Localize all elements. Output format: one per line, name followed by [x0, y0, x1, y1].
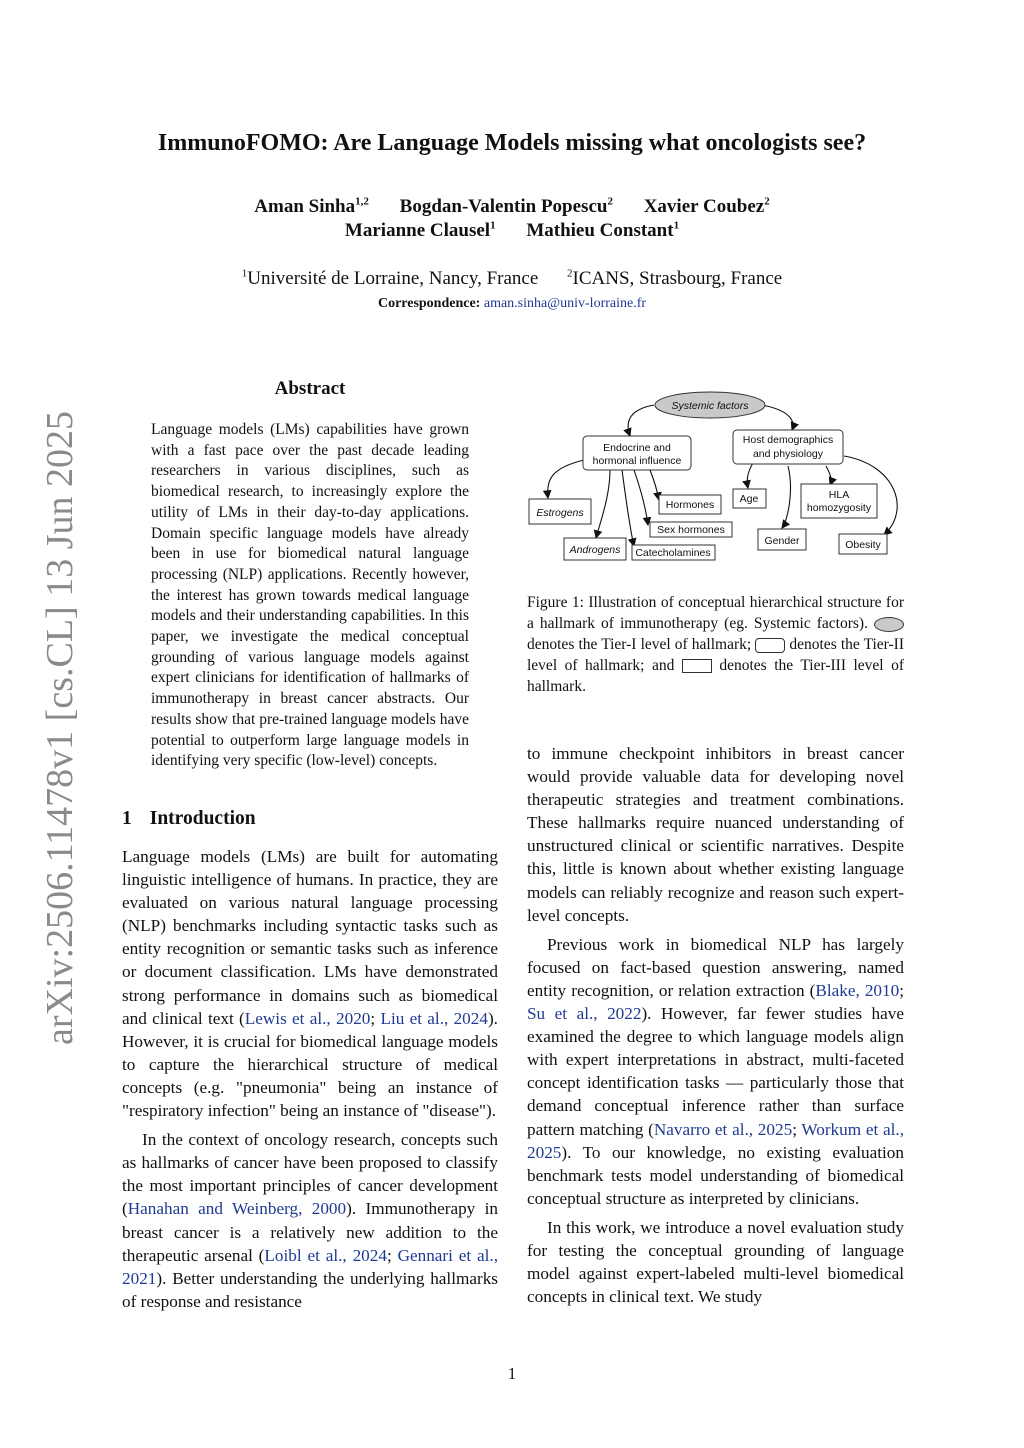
citation-link[interactable]: Loibl et al., 2024 — [264, 1245, 387, 1265]
author: Bogdan-Valentin Popescu$^2$ — [399, 196, 613, 218]
citation-link[interactable]: Gennari et al., 2021 — [122, 1245, 499, 1288]
node-androgens — [564, 538, 626, 560]
node-estrogens — [529, 499, 591, 524]
section-number: 1 — [122, 808, 132, 829]
node-label: Sex hormones — [657, 524, 725, 536]
edge-endocrine-androgens — [596, 470, 610, 538]
node-label: Host demographics — [742, 434, 834, 446]
author: Marianne Clausel$^1$ — [344, 220, 496, 242]
citation-link[interactable]: Navarro et al., 2025 — [653, 1119, 793, 1139]
tier-3-rectangle-icon — [682, 659, 712, 673]
edge-host-gender — [782, 466, 790, 528]
citation-link[interactable]: Hanahan and Weinberg, 2000 — [127, 1199, 347, 1219]
node-hormones — [659, 495, 721, 514]
paragraph: Previous work in biomedical NLP has largely focused on fact-based question answering, named entity recognition, or relation extraction (Blake, 2010; Su et al., 2022). However, far fewer studies have examined the degree to which language models align with expert interpretations in abstract, multi-faceted concept identification tasks — particularly those that demand conceptual inference rather than surface pattern matching (Navarro et al., 2025; Workum et al., 2025). To our knowledge, no existing evaluation benchmark tests model understanding of biomedical conceptual structure as interpreted by clinicians. — [527, 934, 904, 1208]
node-host-demographics — [733, 430, 843, 464]
node-label: Androgens — [569, 544, 621, 556]
tier-2-rounded-box-icon — [755, 638, 785, 653]
section-heading-introduction — [122, 808, 256, 830]
author: Xavier Coubez$^2$ — [643, 196, 770, 218]
edge-systemic-endocrine — [628, 405, 654, 436]
node-age — [733, 489, 766, 508]
figure-1-caption: Figure 1: Illustration of conceptual hierarchical structure for a hallmark of immunotherapy (eg. Systemic factors). denotes the Tier-I level of hallmark; denotes the Tier-II level of hallmark; and denotes the Tier-III level of hallmark. — [527, 594, 905, 695]
node-label: Catecholamines — [635, 547, 711, 559]
node-label: Gender — [764, 535, 800, 547]
affiliation: $^1$Université de Lorraine, Nancy, France — [241, 268, 539, 290]
node-gender — [758, 529, 806, 550]
node-label: Estrogens — [536, 507, 584, 519]
edge-systemic-host — [762, 405, 793, 430]
section-title: Introduction — [149, 808, 256, 829]
node-endocrine — [583, 436, 691, 470]
node-label: Hormones — [665, 499, 715, 511]
node-label: Systemic factors — [671, 400, 749, 412]
paragraph: Language models (LMs) are built for automating linguistic intelligence of humans. In practice, they are evaluated on various natural language processing (NLP) benchmarks including syntactic tasks such as entity recognition or semantic tasks such as inference or document classification. LMs have demonstrated strong performance in domains such as biomedical and clinical text (Lewis et al., 2020; Liu et al., 2024). However, it is crucial for biomedical language models to capture the hierarchical structure of medical concepts (e.g. "pneumonia" being an instance of "respiratory infection" being an instance of "disease"). — [122, 847, 498, 1121]
abstract-heading: Abstract — [274, 378, 346, 399]
author: Aman Sinha$^{1,2}$ — [254, 196, 369, 218]
paper-title: ImmunoFOMO: Are Language Models missing what oncologists see? — [157, 130, 867, 156]
edge-endocrine-estrogens — [548, 460, 584, 498]
node-sex-hormones — [650, 522, 732, 537]
edge-host-hla — [826, 466, 831, 485]
node-catecholamines — [632, 545, 715, 560]
page-number: 1 — [507, 1364, 517, 1383]
correspondence-email-link[interactable]: aman.sinha@univ-lorraine.fr — [483, 296, 647, 311]
arxiv-id: arXiv:2506.11478v1 [cs.CL] 13 Jun 2025 — [39, 411, 81, 1045]
citation-link[interactable]: Liu et al., 2024 — [380, 1008, 488, 1028]
edge-endocrine-catecholamines — [622, 470, 634, 546]
paragraph: to immune checkpoint inhibitors in breast cancer would provide valuable data for developing novel therapeutic strategies and treatment combinations. These hallmarks require nuanced understanding of unstructured clinical or scientific narratives. Despite this, little is known about whether existing language models can reliably recognize and reason such expert-level concepts. — [527, 744, 904, 925]
affiliation: $^2$ICANS, Strasbourg, France — [567, 268, 783, 290]
node-label: HLA — [828, 489, 850, 501]
correspondence — [0, 296, 1024, 312]
node-label: and physiology — [752, 448, 824, 460]
author: Mathieu Constant$^1$ — [526, 220, 680, 242]
citation-link[interactable]: Blake, 2010 — [815, 980, 900, 1000]
node-label: Obesity — [845, 539, 881, 551]
node-hla — [801, 484, 877, 518]
right-column-body — [527, 742, 904, 1308]
node-obesity — [839, 534, 887, 554]
citation-link[interactable]: Workum et al., 2025 — [527, 1119, 904, 1162]
edge-endocrine-hormones — [650, 470, 659, 500]
affiliations — [0, 268, 1024, 290]
node-label: hormonal influence — [592, 455, 682, 467]
left-column-body — [122, 845, 498, 1313]
paragraph: In the context of oncology research, concepts such as hallmarks of cancer have been proposed to classify the most important principles of cancer development (Hanahan and Weinberg, 2000). Immunotherapy in breast cancer is a relatively new addition to the therapeutic arsenal (Loibl et al., 2024; Gennari et al., 2021). Better understanding the underlying hallmarks of response and resistance — [122, 1130, 499, 1311]
node-label: Age — [739, 493, 759, 505]
edge-endocrine-sexhormones — [634, 470, 648, 525]
citation-link[interactable]: Lewis et al., 2020 — [244, 1008, 371, 1028]
tier-1-ellipse-icon — [874, 617, 904, 632]
citation-link[interactable]: Su et al., 2022 — [527, 1004, 642, 1024]
node-label: Endocrine and — [603, 442, 671, 454]
author-row-1 — [0, 196, 1024, 218]
author-row-2 — [0, 220, 1024, 242]
abstract-text: Language models (LMs) capabilities have grown with a fast pace over the past decade leading researchers in various disciplines, such as biomedical research, to increasingly explore the utility of LMs in their day-to-day applications. Domain specific language models have already been in use for biomedical natural language processing (NLP) applications. Recently however, the interest has grown towards medical language models and their understanding capabilities. In this paper, we investigate the medical conceptual grounding of various language models against expert clinicians for identification of hallmarks of immunotherapy in breast cancer abstracts. Our results show that pre-trained language models have potential to outperform large language models in identifying very specific (low-level) concepts. — [151, 421, 469, 770]
node-label: homozygosity — [806, 502, 872, 514]
figure-1-hierarchy-diagram — [526, 380, 906, 565]
node-systemic-factors — [655, 392, 765, 418]
paragraph: In this work, we introduce a novel evaluation study for testing the conceptual grounding of language model against expert-labeled multi-level biomedical concepts in clinical text. We study — [527, 1217, 904, 1307]
correspondence-label: Correspondence: — [377, 296, 481, 311]
